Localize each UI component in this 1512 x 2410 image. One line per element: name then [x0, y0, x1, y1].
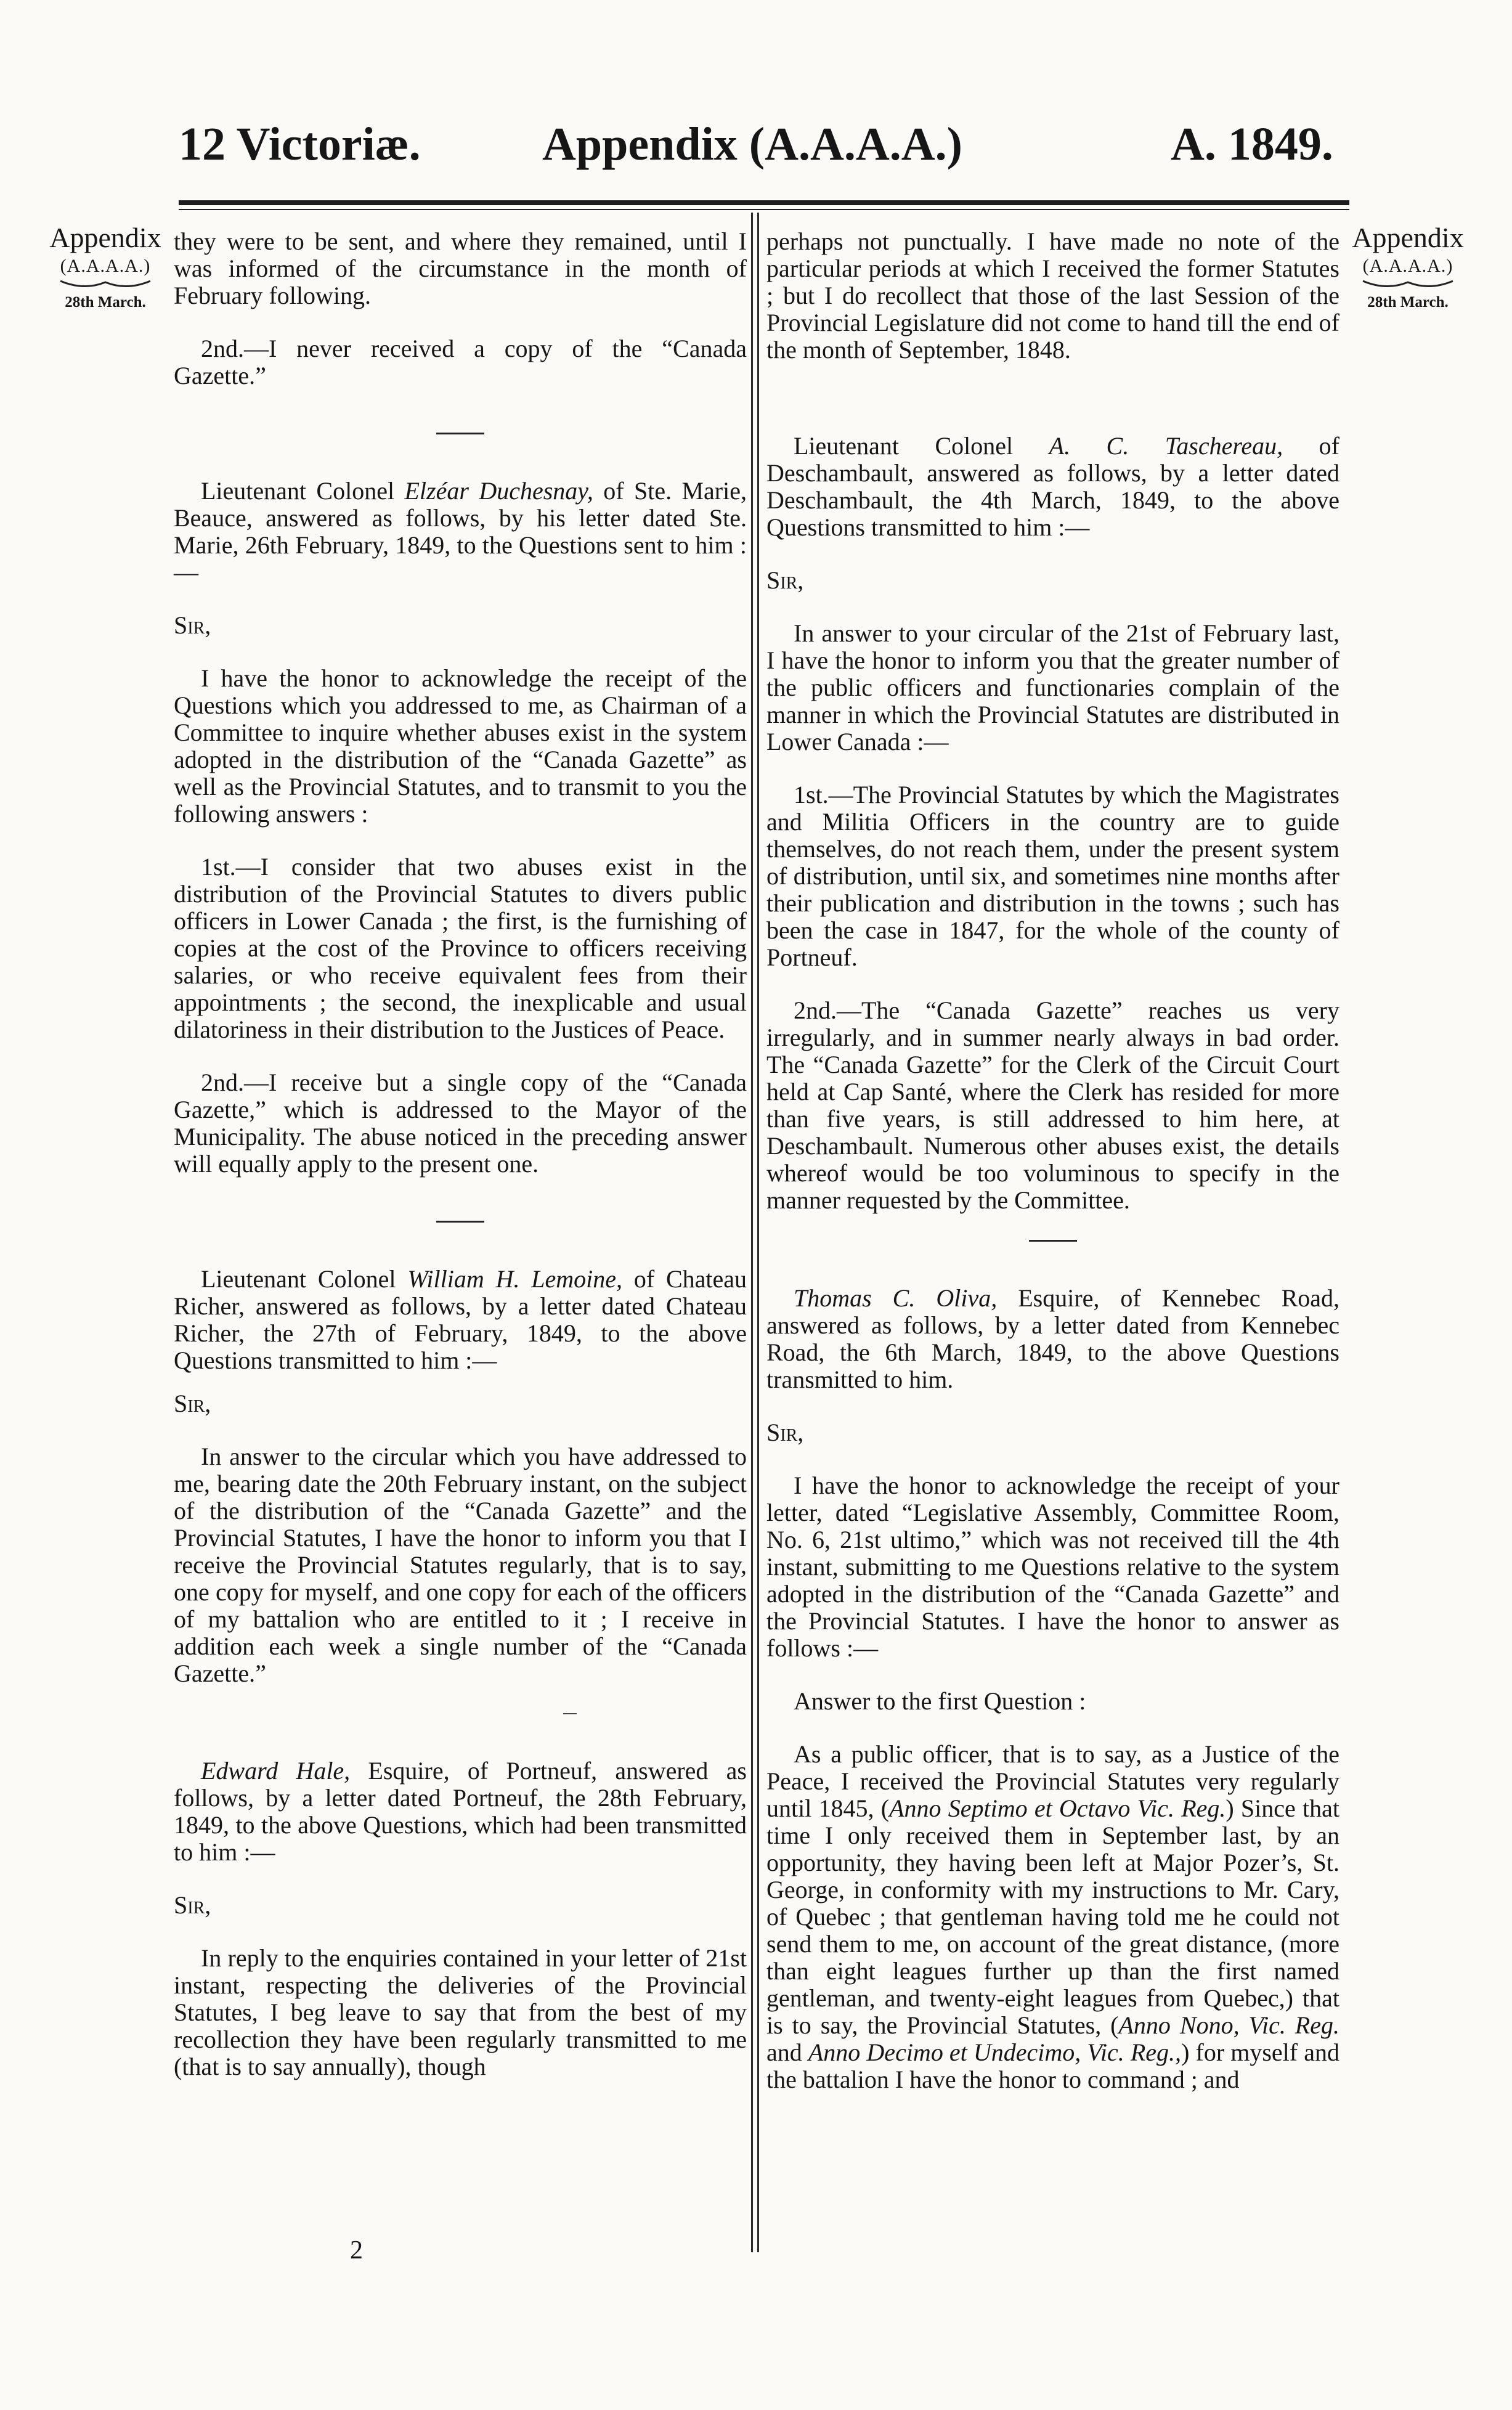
paragraph: 2nd.—I receive but a single copy of the “Canada Gazette,” which is addressed to the Mayor of the Municipality. The abuse noticed in the preceding answer will equally apply to the present one. [174, 1069, 747, 1178]
salutation: Sir, [766, 1419, 804, 1446]
brace-icon [59, 279, 152, 292]
margin-note-sub: (A.A.A.A.) [60, 256, 151, 277]
paragraph: I have the honor to acknowledge the receipt of the Questions which you addressed to me, as Chairman of a Committee to inquire whether abuses exist in the system adopted in the distribution of the “Canada Gazette” as well as the Provincial Statutes, and to transmit to you the following answers : [174, 664, 747, 828]
margin-note-title: Appendix [1352, 222, 1464, 253]
paragraph: 1st.—The Provincial Statutes by which the Magistrates and Militia Officers in the country are to guide themselves, do not reach them, under the present system of distribution, until six, and sometimes nine months after their publication and distribution in the towns ; such has been the case in 1847, for the whole of the county of Portneuf. [766, 781, 1339, 971]
correspondent-name: William H. Lemoine, [407, 1265, 623, 1293]
paragraph: In answer to the circular which you have addressed to me, bearing date the 20th February instant, on the subject of the distribution of the “Canada Gazette” and the Provincial Statutes, I have the honor to inform you that I receive the Provincial Statutes regularly, that is to say, one copy for myself, and one copy for each of the officers of my battalion who are entitled to it ; I receive in addition each week a single number of the “Canada Gazette.” [174, 1443, 747, 1687]
margin-note-right [1343, 223, 1473, 311]
margin-note-left [41, 223, 170, 311]
column-separator-left [751, 213, 753, 2252]
header-appendix-title: Appendix (A.A.A.A.) [542, 118, 962, 170]
paragraph: In reply to the enquiries contained in your letter of 21st instant, respecting the deliveries of the Provincial Statutes, I beg leave to say that from the best of my recollection they have been regularly transmitted to me (that is to say annually), though [174, 1944, 747, 2080]
salutation: Sir, [766, 566, 804, 594]
correspondent-name: Elzéar Duchesnay, [404, 477, 593, 505]
signature-mark: 2 [350, 2236, 363, 2265]
correspondent-name: Thomas C. Oliva, [794, 1284, 998, 1312]
column-separator-right [757, 213, 759, 2252]
salutation: Sir, [174, 1891, 211, 1919]
correspondent-name: Edward Hale, [201, 1757, 351, 1785]
correspondent-intro: Lieutenant Colonel William H. Lemoine, of Chateau Richer, answered as follows, by a letter dated Chateau Richer, the 27th of February, 1849, to the above Questions transmitted to him :— [174, 1265, 747, 1374]
paragraph: 2nd.—I never received a copy of the “Canada Gazette.” [174, 335, 747, 389]
paragraph: perhaps not punctually. I have made no note of the particular periods at which I received the former Statutes ; but I do recollect that those of the last Session of the Provincial Legislature did not come to hand till the end of the month of September, 1848. [766, 227, 1339, 364]
brace-icon [1362, 279, 1454, 292]
header-rule-thin [179, 209, 1349, 210]
correspondent-intro: Edward Hale, Esquire, of Portneuf, answered as follows, by a letter dated Portneuf, the 28th February, 1849, to the above Questions, which had been transmitted to him :— [174, 1757, 747, 1866]
section-heading: Answer to the first Question : [794, 1687, 1086, 1715]
paragraph: I have the honor to acknowledge the receipt of your letter, dated “Legislative Assembly, Committee Room, No. 6, 21st ultimo,” which was not received till the 4th instant, submitting to me Questions relative to the system adopted in the distribution of the “Canada Gazette” and the Provincial Statutes. I have the honor to answer as follows :— [766, 1472, 1339, 1662]
margin-note-date: 28th March. [65, 293, 146, 311]
correspondent-intro: Lieutenant Colonel A. C. Taschereau, of Deschambault, answered as follows, by a letter dated Deschambault, the 4th March, 1849, to the above Questions transmitted to him :— [766, 432, 1339, 541]
paragraph: As a public officer, that is to say, as a Justice of the Peace, I received the Provincial Statutes very regularly until 1845, (Anno Septimo et Octavo Vic. Reg.) Since that time I only received them in September last, by an opportunity, they having been left at Major Pozer’s, St. George, in conformity with my instructions to Mr. Cary, of Quebec ; that gentleman having told me he could not send them to me, on account of the great distance, (more than eight leagues further up than the first named gentleman, and twenty-eight leagues from Quebec,) that is to say, the Provincial Statutes, (Anno Nono, Vic. Reg. and Anno Decimo et Undecimo, Vic. Reg.,) for myself and the battalion I have the honor to command ; and [766, 1740, 1339, 2093]
header-year: A. 1849. [1171, 118, 1333, 170]
left-column [174, 228, 747, 2080]
salutation: Sir, [174, 1390, 211, 1417]
header-regnal-year: 12 Victoriæ. [179, 118, 421, 170]
paragraph: they were to be sent, and where they remained, until I was informed of the circumstance in the month of February following. [174, 227, 747, 309]
margin-note-sub: (A.A.A.A.) [1362, 256, 1453, 277]
salutation: Sir, [174, 611, 211, 639]
paragraph: 2nd.—The “Canada Gazette” reaches us very irregularly, and in summer nearly always in bad order. The “Canada Gazette” for the Clerk of the Circuit Court held at Cap Santé, where the Clerk has resided for more than five years, is still addressed to him here, at Deschambault. Numerous other abuses exist, the details whereof would be too voluminous to specify in the manner requested by the Committee. [766, 996, 1339, 1214]
paragraph: 1st.—I consider that two abuses exist in the distribution of the Provincial Statutes to divers public officers in Lower Canada ; the first, is the furnishing of copies at the cost of the Province to officers receiving salaries, or who receive equivalent fees from their appointments ; the second, the inexplicable and usual dilatoriness in their distribution to the Justices of Peace. [174, 853, 747, 1043]
margin-note-title: Appendix [49, 222, 161, 253]
correspondent-intro: Lieutenant Colonel Elzéar Duchesnay, of Ste. Marie, Beauce, answered as follows, by his letter dated Ste. Marie, 26th February, 1849, to the Questions sent to him :— [174, 477, 747, 586]
correspondent-intro: Thomas C. Oliva, Esquire, of Kennebec Road, answered as follows, by a letter dated from Kennebec Road, the 6th March, 1849, to the above Questions transmitted to him. [766, 1284, 1339, 1393]
paragraph: In answer to your circular of the 21st of February last, I have the honor to inform you that the greater number of the public officers and functionaries complain of the manner in which the Provincial Statutes are distributed in Lower Canada :— [766, 619, 1339, 755]
correspondent-name: A. C. Taschereau, [1049, 432, 1283, 460]
right-column [766, 228, 1339, 2093]
margin-note-date: 28th March. [1367, 293, 1449, 311]
header-rule-thick [179, 200, 1349, 205]
